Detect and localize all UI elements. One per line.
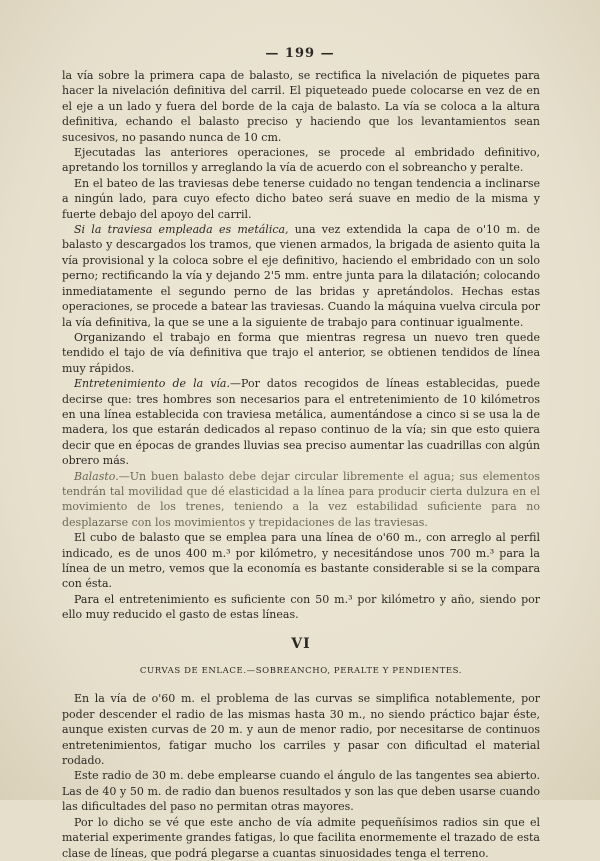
paragraph: la vía sobre la primera capa de balasto, se rectifica la nivelación de piquetes para hacer la nivelación definitiva del carril. El piqueteado puede colocarse en vez de en el eje a un lado y fuera del borde de la caja de balasto. La vía se coloca a la altura definitiva, echando el balasto preciso y haciendo que los levantamientos sean sucesivos, no pasando nunca de 10 cm. xyxy=(62,69,540,144)
paragraph: Para el entretenimiento es suficiente con 50 m.³ por kilómetro y año, siendo por ello muy reducido el gasto de estas líneas. xyxy=(62,592,540,622)
paragraph: Ejecutadas las anteriores operaciones, se procede al embridado definitivo, apretando los tornillos y arreglando la vía de acuerdo con el sobreancho y peralte. xyxy=(62,146,540,175)
paragraph: Si la traviesa empleada es metálica, una vez extendida la capa de o'10 m. de balasto y descargados los tramos, que vienen armados, la brigada de asiento quita la vía provisional y la coloca sobre el eje definitivo, haciendo el embridado con un solo perno; rectificando la vía y dejando 2'5 mm. entre junta para la dilatación; colocando inmediatamente el segundo perno de las bridas y apretándolos. Hechas estas operaciones, se procede a batear las traviesas. Cuando la máquina vuelva circula por la vía definitiva, la que se une a la siguiente de trabajo para continuar igualmente. xyxy=(62,223,541,329)
paragraph-lead-italic: Entretenimiento de la vía. xyxy=(74,377,230,391)
paragraph-lead-italic: Si la traviesa empleada es metálica, xyxy=(74,223,289,237)
paragraph: Entretenimiento de la vía.—Por datos recogidos de líneas establecidas, puede decirse que: tres hombres son necesarios para el entretenimiento de 10 kilómetros en una línea establecida con traviesa metálica, aumentándose a cinco si se usa la de madera, los que estarán dedicados al repaso continuo de la vía; sin que esto quiera decir que en épocas de grandes lluvias sea preciso aumentar las cuadrillas con algún obrero más. xyxy=(62,377,541,468)
body-text xyxy=(62,68,540,861)
page-number: — 199 — xyxy=(265,46,335,61)
section-heading: CURVAS DE ENLACE.—SOBREANCHO, PERALTE Y PENDIENTES. xyxy=(139,666,463,677)
paragraph: El cubo de balasto que se emplea para una línea de o'60 m., con arreglo al perfil indicado, es de unos 400 m.³ por kilómetro, y necesitándose unos 700 m.³ para la línea de un metro, vemos que la economía es bastante considerable si se la compara con ésta. xyxy=(62,531,540,591)
paragraph: Organizando el trabajo en forma que mientras regresa un nuevo tren quede tendido el tajo de vía definitiva que trajo el anterior, se obtienen tendidos de línea muy rápidos. xyxy=(62,330,540,375)
paragraph: En la vía de o'60 m. el problema de las curvas se simplifica notablemente, por poder descender el radio de las mismas hasta 30 m., no siendo práctico bajar éste, aunque existen curvas de 20 m. y aun de menor radio, por necesitarse de continuos entretenimientos, fatigar mucho los carriles y pasar con dificultad el material rodado. xyxy=(62,692,540,768)
paragraph: Por lo dicho se vé que este ancho de vía admite pequeñísimos radios sin que el material experimente grandes fatigas, lo que facilita enormemente el trazado de esta clase de líneas, que podrá plegarse a cuantas sinuosidades tenga el terreno. xyxy=(62,815,540,860)
paragraph: En el bateo de las traviesas debe tenerse cuidado no tengan tendencia a inclinarse a ningún lado, para cuyo efecto dicho bateo será suave en medio de la misma y fuerte debajo del apoyo del carril. xyxy=(62,176,540,221)
paragraph: Este radio de 30 m. debe emplearse cuando el ángulo de las tangentes sea abierto. Las de 40 y 50 m. de radio dan buenos resultados y son las que deben usarse cuando las dificultades del paso no permitan otras mayores. xyxy=(62,769,540,814)
paragraph-lead-italic: Balasto. xyxy=(74,469,119,483)
section-numeral: VI xyxy=(291,635,311,652)
paragraph: Balasto.—Un buen balasto debe dejar circular libremente el agua; sus elementos tendrán tal movilidad que dé elasticidad a la línea para producir cierta dulzura en el movimiento de los trenes, teniendo a la vez estabilidad suficiente para no desplazarse con los movimientos y trepidaciones de las traviesas. xyxy=(62,469,540,529)
section-body xyxy=(62,691,540,860)
